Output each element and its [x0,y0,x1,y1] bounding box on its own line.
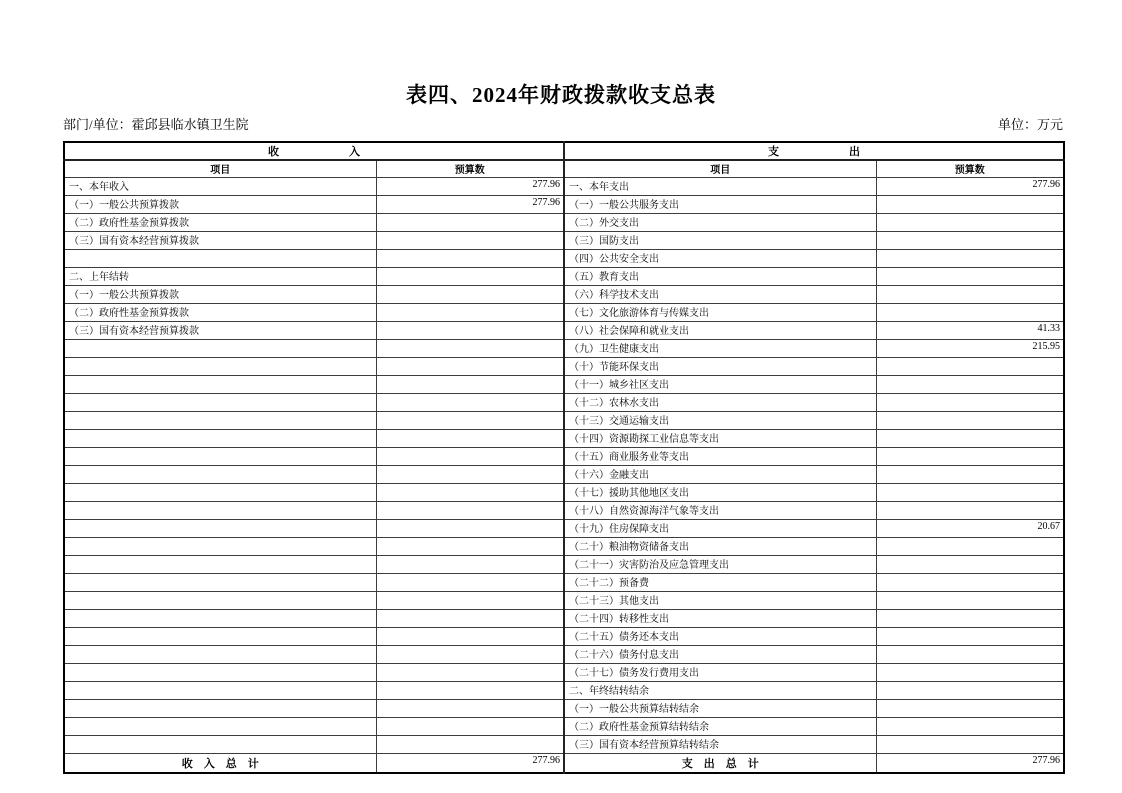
expense-total-label [564,753,876,773]
income-item-cell [64,501,376,519]
expense-value-cell [876,609,1064,627]
table-row [64,285,1064,303]
expense-value-cell [876,375,1064,393]
expense-value-cell [876,465,1064,483]
income-item-cell: （一）一般公共预算拨款 [64,285,376,303]
expense-value-cell [876,537,1064,555]
income-value-cell [376,357,564,375]
table-row [64,465,1064,483]
expense-value-cell [876,249,1064,267]
income-item-cell [64,699,376,717]
income-value-cell [376,537,564,555]
income-value-cell [376,393,564,411]
income-section-title: 收入 [268,146,430,158]
income-total-label [64,753,376,773]
expense-item-cell: （二十）粮油物资储备支出 [564,537,876,555]
expense-item-cell: （二十二）预备费 [564,573,876,591]
income-item-cell [64,339,376,357]
budget-table [63,141,1065,774]
table-row [64,447,1064,465]
table-row [64,573,1064,591]
table-row [64,429,1064,447]
expense-item-cell: 一、本年支出 [564,177,876,195]
income-item-cell [64,609,376,627]
expense-value-cell [876,663,1064,681]
expense-value-cell [876,681,1064,699]
expense-value-cell [876,267,1064,285]
expense-section-header [564,142,1064,160]
income-budget-column-header: 预算数 [376,160,564,177]
table-row [64,717,1064,735]
expense-value-cell: 20.67 [876,519,1064,537]
income-item-cell: （三）国有资本经营预算拨款 [64,231,376,249]
income-value-cell [376,321,564,339]
income-value-cell [376,681,564,699]
income-value-cell [376,717,564,735]
expense-item-cell: （十四）资源勘探工业信息等支出 [564,429,876,447]
expense-item-cell: （十六）金融支出 [564,465,876,483]
expense-item-cell: （一）一般公共预算结转结余 [564,699,876,717]
expense-value-cell [876,699,1064,717]
expense-value-cell [876,555,1064,573]
table-row [64,609,1064,627]
income-item-cell [64,537,376,555]
income-item-cell [64,483,376,501]
income-item-cell [64,465,376,483]
income-item-cell [64,357,376,375]
unit-label: 单位：万元 [997,117,1063,132]
income-item-cell [64,573,376,591]
income-value-cell [376,465,564,483]
expense-value-cell [876,357,1064,375]
income-item-cell [64,249,376,267]
expense-item-cell: （二十五）债务还本支出 [564,627,876,645]
expense-value-cell [876,393,1064,411]
expense-value-cell [876,591,1064,609]
expense-value-cell [876,735,1064,753]
page-title: 表四、2024年财政拨款收支总表 [406,83,716,107]
expense-value-cell [876,429,1064,447]
expense-item-cell: 二、年终结转结余 [564,681,876,699]
expense-item-cell: （十七）援助其他地区支出 [564,483,876,501]
table-row [64,231,1064,249]
expense-value-cell [876,195,1064,213]
expense-item-cell: （十一）城乡社区支出 [564,375,876,393]
expense-item-cell: （十八）自然资源海洋气象等支出 [564,501,876,519]
income-value-cell: 277.96 [376,177,564,195]
expense-total-text: 支出总计 [681,757,770,770]
expense-item-cell: （六）科学技术支出 [564,285,876,303]
income-value-cell [376,285,564,303]
table-row [64,501,1064,519]
income-value-cell [376,447,564,465]
income-item-cell: 二、上年结转 [64,267,376,285]
table-row [64,393,1064,411]
income-value-cell [376,375,564,393]
column-header-row [64,160,1064,177]
income-value-cell [376,339,564,357]
income-item-cell: 一、本年收入 [64,177,376,195]
table-row [64,357,1064,375]
income-value-cell [376,303,564,321]
table-row [64,627,1064,645]
table-row [64,735,1064,753]
income-section-header [64,142,564,160]
income-value-cell [376,429,564,447]
expense-item-cell: （五）教育支出 [564,267,876,285]
income-value-cell: 277.96 [376,195,564,213]
table-row [64,339,1064,357]
income-item-cell [64,627,376,645]
expense-value-cell [876,717,1064,735]
expense-item-cell: （二十四）转移性支出 [564,609,876,627]
table-row [64,195,1064,213]
income-item-cell: （二）政府性基金预算拨款 [64,303,376,321]
table-row [64,321,1064,339]
expense-item-cell: （一）一般公共服务支出 [564,195,876,213]
table-body [64,177,1064,753]
table-row [64,663,1064,681]
income-value-cell [376,699,564,717]
income-value-cell [376,573,564,591]
expense-item-cell: （十九）住房保障支出 [564,519,876,537]
income-item-column-header: 项目 [64,160,376,177]
expense-item-cell: （七）文化旅游体育与传媒支出 [564,303,876,321]
income-value-cell [376,249,564,267]
expense-item-cell: （三）国有资本经营预算结转结余 [564,735,876,753]
expense-item-cell: （九）卫生健康支出 [564,339,876,357]
income-item-cell [64,663,376,681]
expense-value-cell [876,501,1064,519]
table-row [64,411,1064,429]
income-value-cell [376,267,564,285]
table-row [64,303,1064,321]
expense-value-cell [876,231,1064,249]
expense-value-cell [876,573,1064,591]
expense-item-cell: （三）国防支出 [564,231,876,249]
income-total-text: 收入总计 [181,757,270,770]
table-row [64,699,1064,717]
department-label: 部门/单位：霍邱县临水镇卫生院 [63,117,249,132]
expense-item-cell: （二十三）其他支出 [564,591,876,609]
income-item-cell [64,717,376,735]
expense-value-cell: 41.33 [876,321,1064,339]
income-item-cell [64,429,376,447]
expense-item-cell: （十三）交通运输支出 [564,411,876,429]
expense-item-cell: （二十七）债务发行费用支出 [564,663,876,681]
income-item-cell [64,447,376,465]
income-value-cell [376,663,564,681]
income-value-cell [376,645,564,663]
expense-value-cell [876,213,1064,231]
table-row [64,591,1064,609]
expense-item-cell: （二）外交支出 [564,213,876,231]
expense-value-cell [876,303,1064,321]
income-item-cell: （一）一般公共预算拨款 [64,195,376,213]
expense-value-cell [876,645,1064,663]
section-header-row [64,142,1064,160]
income-value-cell [376,627,564,645]
income-total-value: 277.96 [376,753,564,773]
income-value-cell [376,501,564,519]
table-row [64,249,1064,267]
expense-value-cell [876,627,1064,645]
expense-total-value: 277.96 [876,753,1064,773]
income-item-cell: （三）国有资本经营预算拨款 [64,321,376,339]
expense-item-cell: （四）公共安全支出 [564,249,876,267]
income-value-cell [376,411,564,429]
table-row [64,681,1064,699]
expense-item-cell: （十）节能环保支出 [564,357,876,375]
total-row [64,753,1064,773]
expense-section-title: 支出 [768,146,930,158]
income-item-cell [64,393,376,411]
expense-value-cell [876,447,1064,465]
income-item-cell [64,519,376,537]
expense-value-cell [876,483,1064,501]
income-item-cell [64,645,376,663]
expense-item-cell: （八）社会保障和就业支出 [564,321,876,339]
expense-item-cell: （十五）商业服务业等支出 [564,447,876,465]
income-item-cell: （二）政府性基金预算拨款 [64,213,376,231]
income-item-cell [64,681,376,699]
income-item-cell [64,591,376,609]
table-row [64,375,1064,393]
income-value-cell [376,591,564,609]
table-row [64,555,1064,573]
table-row [64,537,1064,555]
expense-value-cell: 277.96 [876,177,1064,195]
income-value-cell [376,735,564,753]
table-row [64,519,1064,537]
meta-row [63,114,1063,133]
income-value-cell [376,555,564,573]
expense-item-cell: （二）政府性基金预算结转结余 [564,717,876,735]
income-value-cell [376,519,564,537]
income-item-cell [64,375,376,393]
table-row [64,267,1064,285]
expense-item-column-header: 项目 [564,160,876,177]
expense-item-cell: （十二）农林水支出 [564,393,876,411]
expense-item-cell: （二十六）债务付息支出 [564,645,876,663]
income-value-cell [376,213,564,231]
expense-item-cell: （二十一）灾害防治及应急管理支出 [564,555,876,573]
expense-value-cell [876,285,1064,303]
table-row [64,177,1064,195]
expense-value-cell [876,411,1064,429]
table-row [64,645,1064,663]
income-item-cell [64,735,376,753]
income-value-cell [376,609,564,627]
income-value-cell [376,231,564,249]
table-row [64,483,1064,501]
income-item-cell [64,555,376,573]
table-row [64,213,1064,231]
expense-value-cell: 215.95 [876,339,1064,357]
income-item-cell [64,411,376,429]
expense-budget-column-header: 预算数 [876,160,1064,177]
income-value-cell [376,483,564,501]
